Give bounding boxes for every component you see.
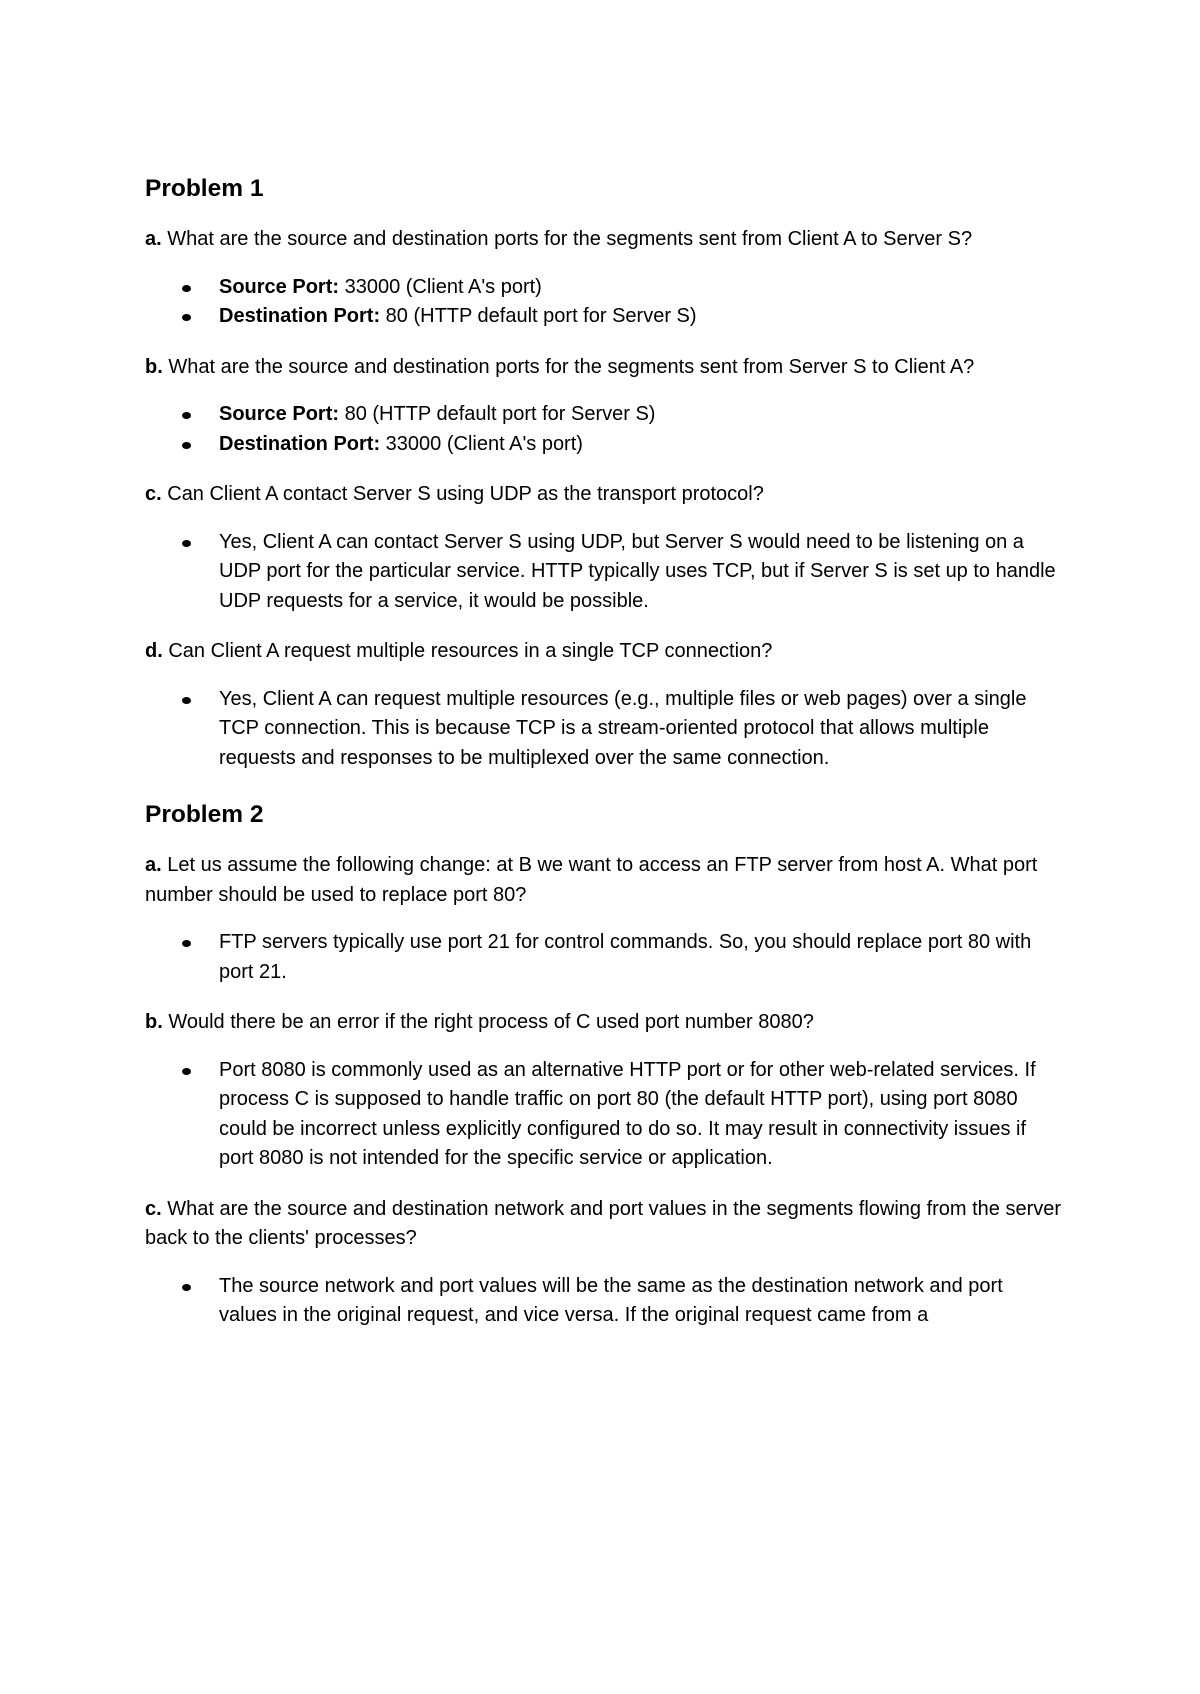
- problem-2-section: [145, 800, 1065, 1331]
- document-page: [145, 174, 1065, 1352]
- bullet-icon: [182, 442, 191, 449]
- answer-text: The source network and port values will be the same as the destination network and port values in the original request, and vice versa. If the original request came from a: [219, 1274, 1003, 1326]
- bullet-icon: [182, 285, 191, 292]
- problem-2-answers-b: [145, 1056, 1065, 1174]
- problem-1-answers-a: [145, 273, 1065, 332]
- bullet-icon: [182, 940, 191, 947]
- answer-label: Destination Port:: [219, 432, 381, 455]
- bullet-icon: [182, 697, 191, 704]
- answer-text: FTP servers typically use port 21 for control commands. So, you should replace port 80 with port 21.: [219, 931, 1032, 983]
- question-text: Let us assume the following change: at B we want to access an FTP server from host A. What port number should be used to replace port 80?: [145, 854, 1038, 906]
- answer-item: [219, 273, 1065, 303]
- problem-1-section: [145, 174, 1065, 773]
- question-letter: b.: [145, 355, 163, 378]
- answer-item: [219, 302, 1065, 332]
- problem-2-heading: Problem 2: [145, 801, 264, 828]
- question-letter: c.: [145, 1197, 162, 1220]
- problem-2-answers-a: [145, 928, 1065, 987]
- answer-item: [219, 1272, 1065, 1331]
- answer-label: Source Port:: [219, 275, 340, 298]
- answer-item: [219, 928, 1065, 987]
- problem-1-answers-c: [145, 528, 1065, 617]
- problem-1-answers-d: [145, 685, 1065, 774]
- problem-2-question-c: [145, 1195, 1065, 1254]
- answer-item: [219, 1056, 1065, 1174]
- question-text: Would there be an error if the right process of C used port number 8080?: [162, 1011, 814, 1033]
- answer-text: Yes, Client A can request multiple resources (e.g., multiple files or web pages) over a single TCP connection. This is because TCP is a stream-oriented protocol that allows multiple requests and responses to be multiplexed over the same connection.: [219, 687, 1027, 769]
- problem-1-answers-b: [145, 400, 1065, 459]
- question-text: What are the source and destination ports for the segments sent from Client A to Server S?: [161, 228, 973, 250]
- problem-1-question-b: [145, 353, 1065, 383]
- problem-1-question-c: [145, 480, 1065, 510]
- problem-1-question-a: [145, 225, 1065, 255]
- bullet-icon: [182, 1284, 191, 1291]
- question-text: Can Client A contact Server S using UDP as the transport protocol?: [161, 483, 764, 505]
- answer-text: 33000 (Client A's port): [339, 275, 542, 298]
- answer-text: Yes, Client A can contact Server S using UDP, but Server S would need to be listening on a UDP port for the particular service. HTTP typically uses TCP, but if Server S is set up to handle UDP requests for a service, it would be possible.: [219, 530, 1056, 612]
- answer-text: 80 (HTTP default port for Server S): [339, 403, 656, 425]
- question-text: What are the source and destination ports for the segments sent from Server S to Client A?: [162, 355, 975, 378]
- answer-item: [219, 528, 1065, 617]
- problem-2-question-b: [145, 1008, 1065, 1038]
- bullet-icon: [182, 540, 191, 547]
- question-text: What are the source and destination network and port values in the segments flowing from the server back to the clients' processes?: [145, 1197, 1062, 1249]
- question-letter: a.: [145, 228, 162, 250]
- bullet-icon: [182, 412, 191, 419]
- answer-label: Source Port:: [219, 403, 340, 425]
- problem-2-question-a: [145, 851, 1065, 910]
- answer-label: Destination Port:: [219, 305, 381, 327]
- question-letter: c.: [145, 483, 162, 505]
- answer-text: Port 8080 is commonly used as an alternative HTTP port or for other web-related services. If process C is supposed to handle traffic on port 80 (the default HTTP port), using port 8080 could be incorrect unless explicitly configured to do so. It may result in connectivity issues if port 8080 is not intended for the specific service or application.: [219, 1058, 1036, 1169]
- problem-1-heading: Problem 1: [145, 175, 264, 202]
- answer-item: [219, 685, 1065, 774]
- bullet-icon: [182, 1068, 191, 1075]
- problem-2-answers-c: [145, 1272, 1065, 1331]
- answer-text: 80 (HTTP default port for Server S): [380, 305, 697, 327]
- answer-item: [219, 400, 1065, 430]
- bullet-icon: [182, 314, 191, 321]
- question-letter: b.: [145, 1011, 163, 1033]
- question-letter: a.: [145, 854, 162, 876]
- question-letter: d.: [145, 640, 163, 662]
- question-text: Can Client A request multiple resources in a single TCP connection?: [162, 640, 773, 662]
- problem-1-question-d: [145, 637, 1065, 667]
- answer-item: [219, 430, 1065, 460]
- answer-text: 33000 (Client A's port): [380, 432, 583, 455]
